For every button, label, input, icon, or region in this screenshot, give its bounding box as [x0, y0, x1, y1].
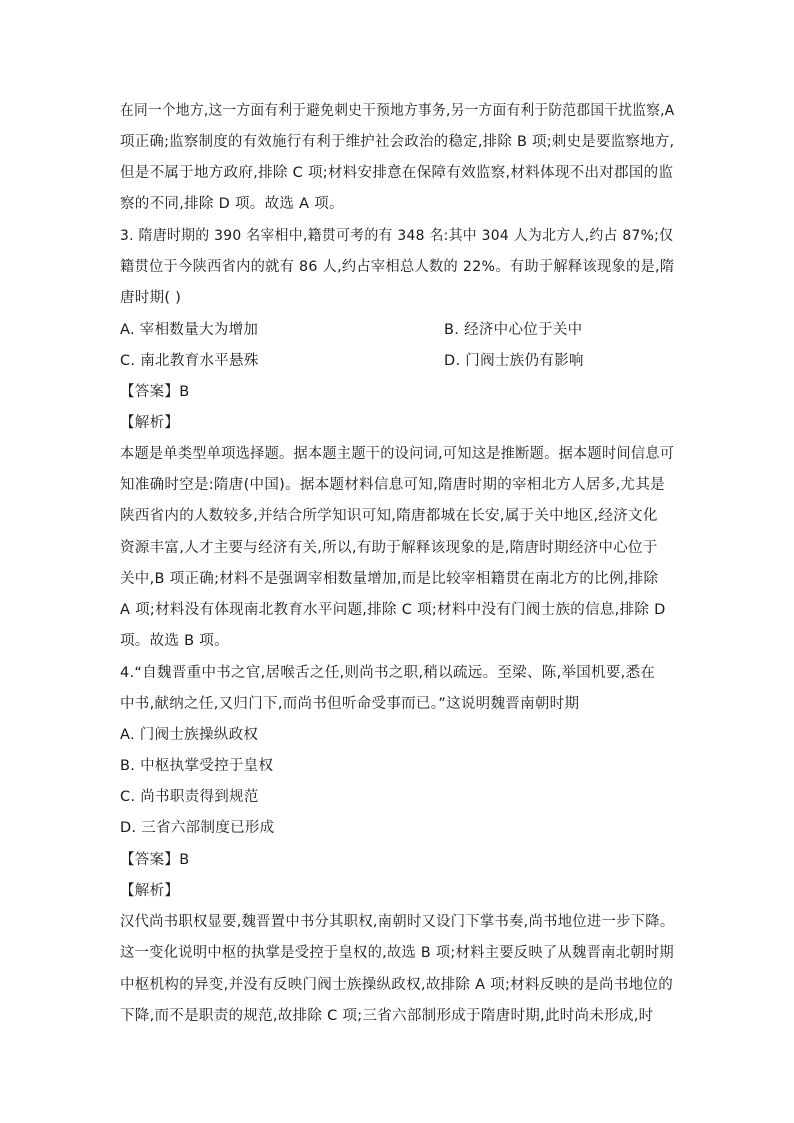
option-b: B. 经济中心位于关中 [444, 322, 583, 338]
option-d: D. 三省六部制度已形成 [120, 820, 275, 836]
question-4-stem: 4.“自魏晋重中书之官,居喉舌之任,则尚书之职,稍以疏远。至梁、陈,举国机要,悉在 [120, 665, 656, 681]
option-a: A. 门阀士族操纵政权 [120, 727, 259, 743]
text-line: 在同一个地方,这一方面有利于避免刺史干预地方事务,另一方面有利于防范郡国干扰监察,A [120, 103, 675, 119]
answer-label: 【答案】B [120, 384, 190, 400]
analysis-line: 这一变化说明中枢的执掌是受控于皇权的,故选 B 项;材料主要反映了从魏晋南北朝时期 [120, 945, 674, 961]
option-c: C. 尚书职责得到规范 [120, 789, 259, 805]
text-line: 项正确;监察制度的有效施行有利于维护社会政治的稳定,排除 B 项;刺史是要监察地方, [120, 134, 675, 150]
analysis-label: 【解析】 [120, 415, 180, 431]
analysis-label: 【解析】 [120, 883, 180, 899]
analysis-line: 知准确时空是:隋唐(中国)。据本题材料信息可知,隋唐时期的宰相北方人居多,尤其是 [120, 477, 665, 493]
option-d: D. 门阀士族仍有影响 [444, 353, 584, 369]
analysis-line: 陕西省内的人数较多,并结合所学知识可知,隋唐都城在长安,属于关中地区,经济文化 [120, 508, 658, 524]
question-3-stem: 籍贯位于今陕西省内的就有 86 人,约占宰相总人数的 22%。有助于解释该现象的是,隋 [120, 259, 675, 275]
option-b: B. 中枢执掌受控于皇权 [120, 758, 274, 774]
analysis-line: 项。故选 B 项。 [120, 633, 229, 649]
option-c: C. 南北教育水平悬殊 [120, 353, 259, 369]
question-3-stem: 唐时期( ) [120, 290, 182, 306]
analysis-line: 下降,而不是职责的规范,故排除 C 项;三省六部制形成于隋唐时期,此时尚未形成,时 [120, 1008, 654, 1024]
analysis-line: A 项;材料没有体现南北教育水平问题,排除 C 项;材料中没有门阀士族的信息,排除 D [120, 602, 666, 618]
question-3-stem: 3. 隋唐时期的 390 名宰相中,籍贯可考的有 348 名:其中 304 人为北方人,约占 87%;仅 [120, 228, 674, 244]
analysis-line: 中枢机构的异变,并没有反映门阀士族操纵政权,故排除 A 项;材料反映的是尚书地位的 [120, 977, 674, 993]
question-4-stem: 中书,献纳之任,又归门下,而尚书但听命受事而已。”这说明魏晋南朝时期 [120, 696, 580, 712]
analysis-line: 关中,B 项正确;材料不是强调宰相数量增加,而是比较宰相籍贯在南北方的比例,排除 [120, 571, 659, 587]
text-line: 察的不同,排除 D 项。故选 A 项。 [120, 196, 344, 212]
analysis-line: 资源丰富,人才主要与经济有关,所以,有助于解释该现象的是,隋唐时期经济中心位于 [120, 540, 658, 556]
option-a: A. 宰相数量大为增加 [120, 322, 259, 338]
analysis-line: 汉代尚书职权显要,魏晋置中书分其职权,南朝时又设门下掌书奏,尚书地位进一步下降。 [120, 914, 675, 930]
text-line: 但是不属于地方政府,排除 C 项;材料安排意在保障有效监察,材料体现不出对郡国的监 [120, 165, 674, 181]
analysis-line: 本题是单类型单项选择题。据本题主题干的设问词,可知这是推断题。据本题时间信息可 [120, 446, 675, 462]
answer-label: 【答案】B [120, 852, 190, 868]
